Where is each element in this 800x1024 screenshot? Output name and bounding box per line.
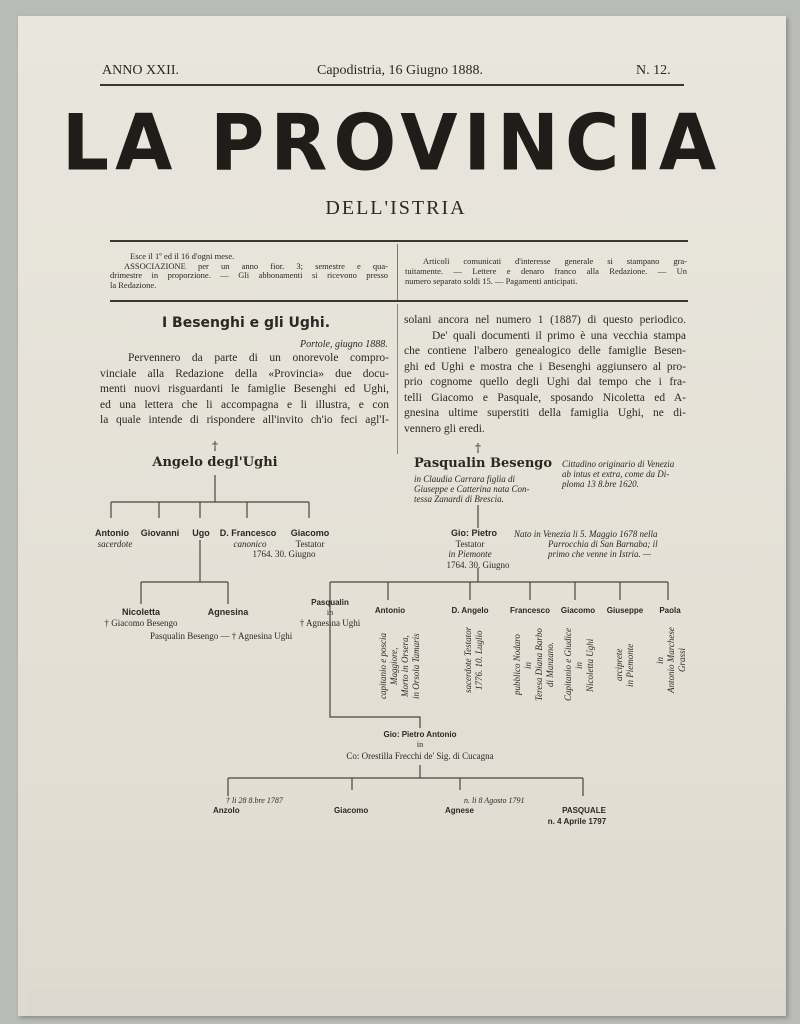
tree-note: 1764. 30. Giugno (252, 549, 316, 559)
info-text: numero separato soldi 15. — Pagamenti anticipati. (405, 276, 578, 286)
text-line: che contiene l'albero genealogico delle famiglie Besen- (404, 345, 686, 357)
note-line: Parrocchia di San Barnaba; il (548, 539, 658, 549)
vertical-note (614, 630, 636, 700)
note-line: capitanio e poscia (378, 633, 388, 699)
volume-label: ANNO XXII. (102, 63, 179, 78)
tree-person: Giacomo (290, 528, 330, 538)
tree-person: D. Angelo (451, 606, 489, 615)
tree-person: Antonio (374, 606, 406, 615)
tree-person: Giacomo (334, 806, 369, 815)
tree-person: Gio: Pietro (451, 528, 498, 538)
note-line: ploma 13 8.bre 1620. (562, 479, 639, 489)
text-line: menti nuovi risguardanti le famiglie Besenghi ed Ughi, (100, 383, 389, 395)
tree-person: Giuseppe (606, 606, 644, 615)
note-line: Nicoletta Ughi (585, 638, 595, 692)
note-line: primo che venne in Istria. — (548, 549, 651, 559)
text-line: la quale intende di rispondere all'invito ch'io feci agl'I- (100, 414, 389, 426)
tree-note: 1764. 30. Giugno (446, 560, 510, 570)
tree-person: Giacomo (560, 606, 596, 615)
vertical-note (512, 620, 556, 710)
note-line: sacerdote Testator (463, 626, 473, 694)
text-line: ghi ed Ughi e mostra che i Besenghi aggiunsero al pro- (404, 360, 686, 373)
info-text: Articoli comunicati d'interesse generale si stampano gra- (423, 256, 687, 266)
vertical-note (563, 620, 596, 710)
tree-note: Testator (295, 539, 325, 549)
root-note-left (414, 474, 530, 504)
cross-icon: † (475, 441, 481, 455)
tree-note: in Piemonte (448, 549, 492, 559)
note-line: arciprete (614, 648, 624, 682)
text-line: prio cognome quello degli Ughi dal tempo che i fra- (404, 376, 686, 388)
note-line: Antonio Marchese (666, 627, 676, 693)
text-line: vennero gli eredi. (404, 422, 485, 435)
info-text: ASSOCIAZIONE per un anno fior. 3; semestre e qua- (124, 260, 388, 271)
tree-person: D. Francesco (219, 528, 277, 538)
tree-note: canonico (233, 539, 267, 549)
info-text: Esce il 1º ed il 16 d'ogni mese. (130, 251, 235, 261)
ugo-branch (141, 540, 228, 604)
tree-note: Testator (455, 539, 485, 549)
issue-number: N. 12. (636, 63, 671, 78)
newspaper-title: LA PROVINCIA (61, 97, 723, 189)
giopietro-branch (330, 568, 668, 600)
tree-note: n. 4 Aprile 1797 (547, 817, 607, 826)
note-line: in Piemonte (625, 643, 635, 687)
info-text: drimestre in proporzione. — Gli abbonamenti si ricevono presso (110, 270, 388, 280)
tree-person: Paola (659, 606, 681, 615)
article-place-date: Portole, giugno 1888. (300, 339, 388, 350)
tree-note: in (416, 740, 424, 749)
info-text: la Redazione. (110, 279, 157, 290)
note-line: in Orsola Tamaris (411, 633, 421, 699)
note-line: 1776. 10. Luglio (474, 630, 484, 690)
son-note-right (514, 529, 658, 559)
dateline: Capodistria, 16 Giugno 1888. (316, 63, 484, 78)
note-line: in Claudia Carrara figlia di (414, 474, 516, 484)
tree-person: Nicoletta (121, 607, 161, 617)
text-line: De' quali documenti il primo è una vecchia stampa (432, 329, 686, 342)
note-line: in (574, 661, 584, 669)
tree-person: Anzolo (213, 806, 240, 815)
tree-person: Giovanni (140, 528, 180, 538)
tree-person: Gio: Pietro Antonio (383, 730, 457, 739)
note-line: Nato in Venezia li 5. Maggio 1678 nella (514, 529, 658, 539)
tree-person: Francesco (509, 606, 551, 615)
tree-person: Ugo (192, 528, 210, 538)
note-line: tessa Zanardi di Brescia. (414, 494, 504, 504)
note-line: Teresa Diana Barbo (534, 628, 544, 702)
tree-note: in (326, 608, 334, 617)
tree-note: † Agnesina Ughi (299, 618, 361, 628)
text-line: Pervennero da parte di un onorevole compro- (128, 352, 389, 364)
cross-icon: † (212, 439, 218, 453)
vertical-note (378, 620, 422, 712)
ughi-branch (111, 475, 309, 518)
tree-person: PASQUALE (562, 806, 606, 815)
note-line: Morto in Orsera, (400, 635, 410, 697)
tree-person: Antonio (95, 528, 129, 538)
text-line: telli Giacomo e Pasquale, sposando Nicoletta ed A- (404, 391, 686, 404)
tree-person: Agnese (445, 806, 474, 815)
article-title: I Besenghi e gli Ughi. (161, 315, 331, 331)
text-line: solani ancora nel numero 1 (1887) di questo periodico. (404, 314, 686, 326)
root-note-right (562, 459, 674, 489)
note-line: Maggiore, (389, 647, 399, 685)
tree-root-besengo: Pasqualin Besengo (414, 456, 553, 471)
note-line: ab intus et extra, come da Di- (562, 469, 670, 479)
note-line: pubblico Nodaro (512, 634, 522, 696)
note-line: Cittadino originario di Venezia (562, 459, 675, 469)
grandson-branch (228, 765, 583, 796)
note-line: in (655, 656, 665, 664)
note-line: Grassi (677, 648, 687, 673)
vertical-note (655, 620, 688, 700)
tree-note: † Giacomo Besengo (104, 618, 178, 628)
newspaper-subtitle: DELL'ISTRIA (325, 197, 467, 219)
note-line: in (523, 661, 533, 669)
tree-note: Pasqualin Besengo — † Agnesina Ughi (150, 631, 293, 641)
text-line: gnesina ultime superstiti della famiglia Ughi, ne di- (404, 407, 686, 419)
tree-note: Co: Orestilla Frecchi de' Sig. di Cucagna (346, 751, 494, 761)
note-line: Giuseppe e Catterina nata Con- (414, 484, 530, 494)
tree-person: Agnesina (207, 607, 249, 617)
tree-note: sacerdote (97, 539, 133, 549)
tree-root-ughi: Angelo degl'Ughi (152, 455, 278, 470)
tree-person: Pasqualin (311, 598, 349, 607)
text-line: vinciale alla Redazione della «Provincia» due docu- (100, 367, 389, 380)
tree-note: † li 28 8.bre 1787 (226, 796, 283, 805)
vertical-note (463, 620, 485, 700)
info-text: tuitamente. — Lettere e denaro franco alla Redazione. — Un (405, 266, 687, 276)
tree-note: n. li 8 Agosto 1791 (464, 796, 525, 805)
text-line: ed una lettera che li accompagna e li illustra, e con (100, 398, 389, 411)
note-line: di Manzano. (545, 642, 555, 688)
note-line: Capitanio e Giudice (563, 628, 573, 702)
